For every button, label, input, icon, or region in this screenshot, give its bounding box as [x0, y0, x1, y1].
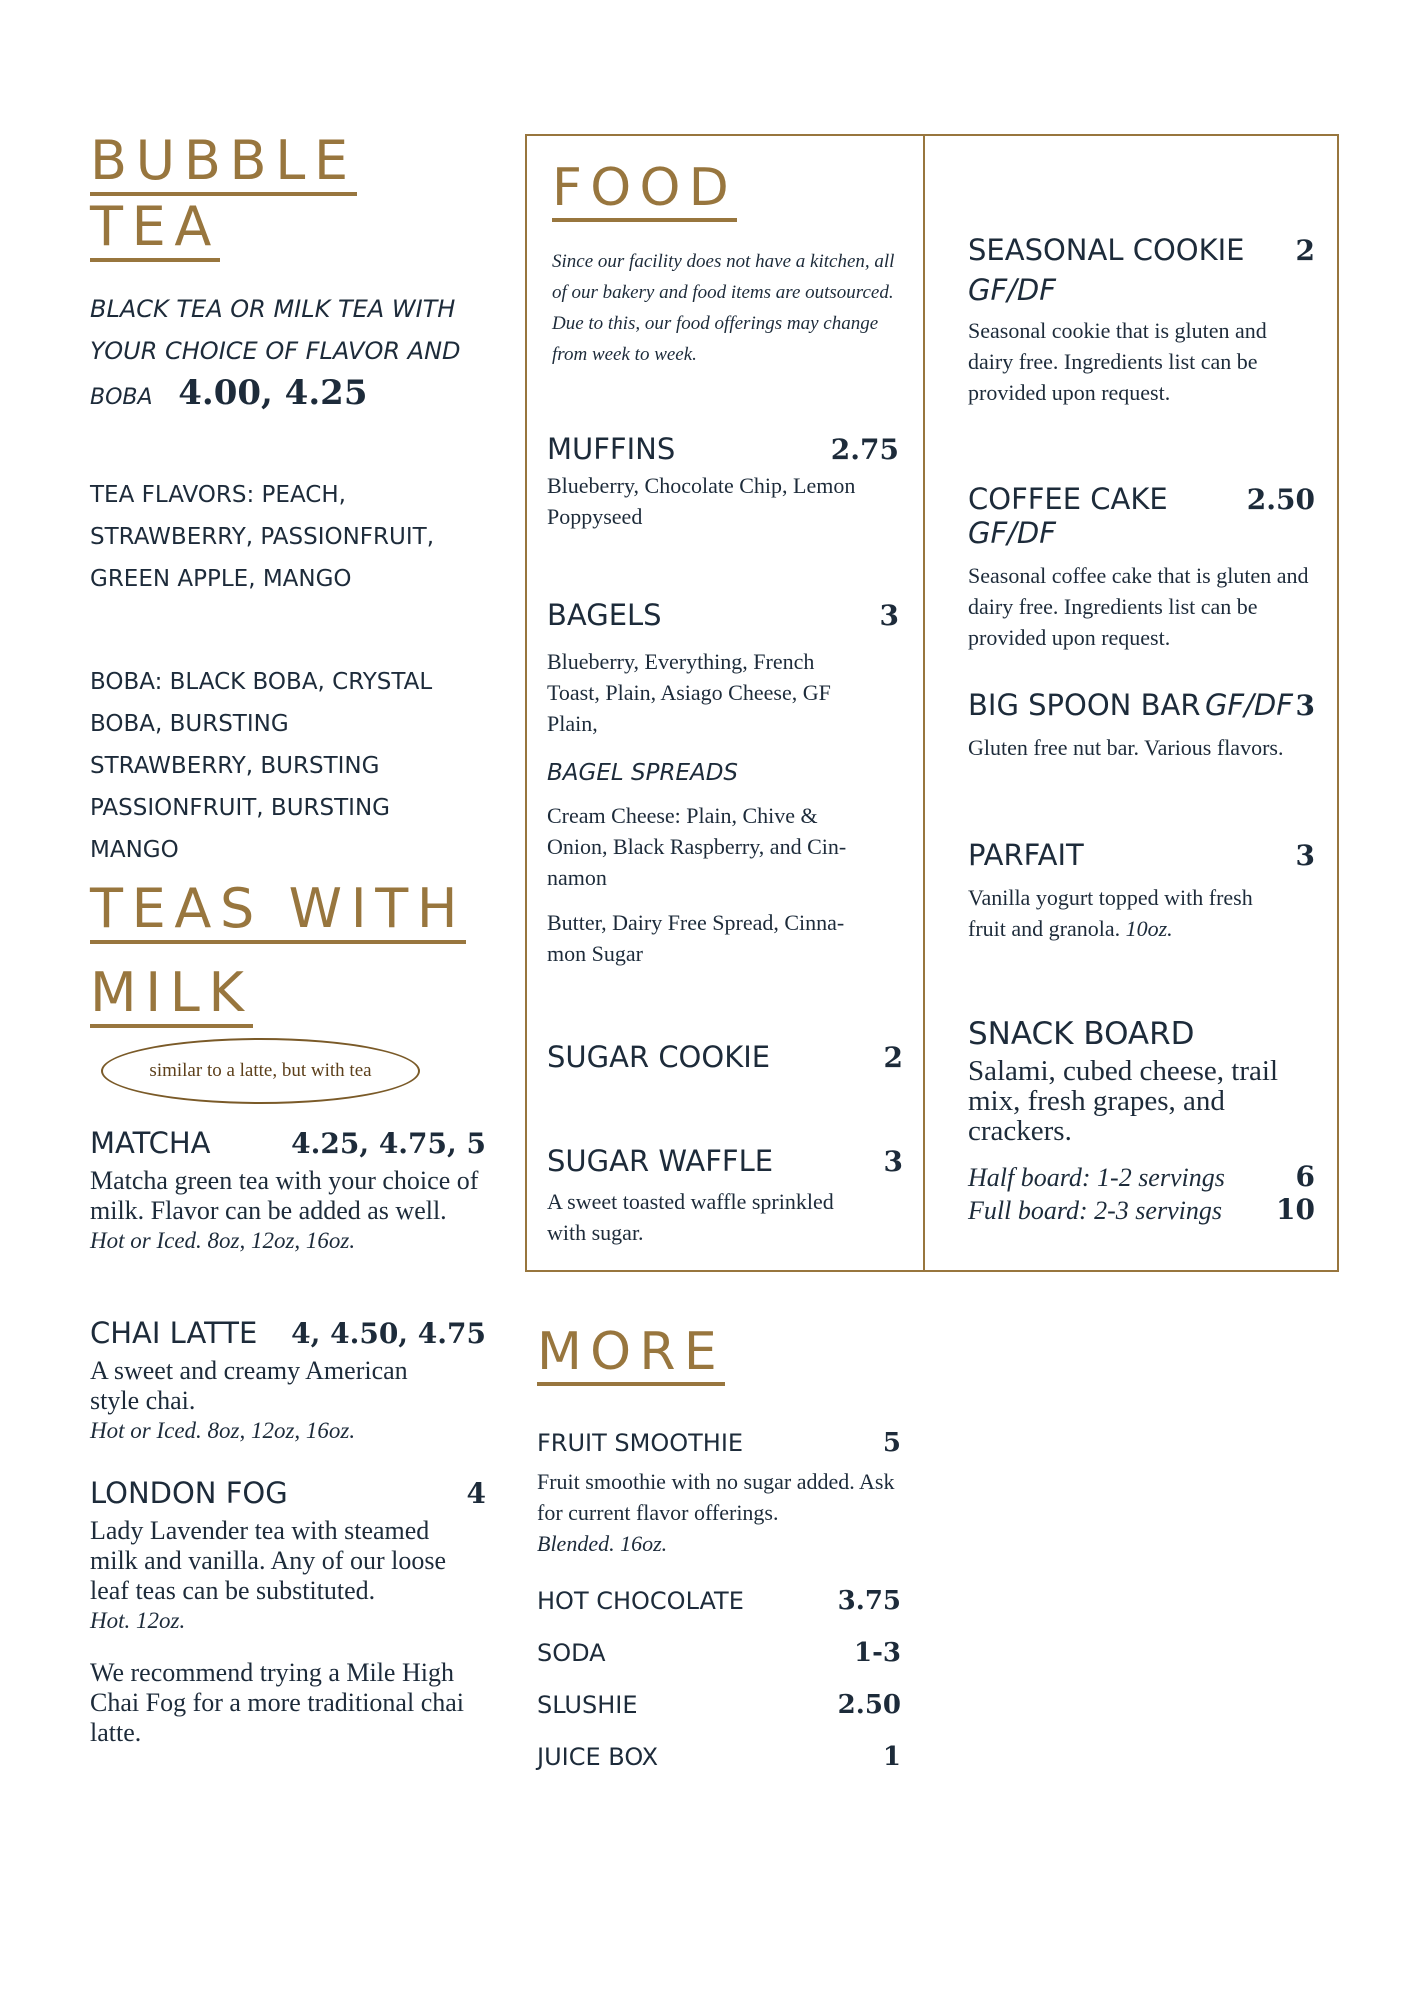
matcha-title-row [90, 1126, 486, 1160]
menu-item-parfait [968, 838, 1315, 944]
teas-with-milk-heading-line1: TEAS WITH [90, 882, 466, 944]
coffee-cake-title [968, 482, 1247, 550]
boba-options [90, 661, 432, 871]
hot-chocolate-name: HOT CHOCOLATE [537, 1587, 744, 1615]
muffins-desc: Blueberry, Chocolate Chip, Lemon Poppyseed [547, 473, 856, 529]
boba-line-1: BLACK BOBA, CRYSTAL [169, 669, 433, 695]
latte-note-text: similar to a latte, but with tea [149, 1060, 372, 1081]
intro-line-2: YOUR CHOICE OF FLAVOR AND [90, 337, 461, 365]
flavors-label: TEA FLAVORS: [90, 482, 255, 508]
coffee-cake-title-row [968, 482, 1315, 550]
seasonal-cookie-price: 2 [1295, 234, 1315, 267]
bubble-tea-intro [90, 288, 461, 419]
chai-latte-note: Hot or Iced. 8oz, 12oz, 16oz. [90, 1418, 356, 1443]
food-heading: FOOD [552, 162, 737, 222]
seasonal-cookie-title-row [968, 233, 1315, 267]
snack-board-full-label: Full board: 2-3 servings [968, 1196, 1222, 1225]
boba-label: BOBA: [90, 669, 163, 695]
juice-box-name: JUICE BOX [537, 1743, 659, 1771]
boba-line-5: MANGO [90, 837, 179, 863]
menu-item-coffee-cake [968, 482, 1315, 653]
snack-board-half-price: 6 [1295, 1160, 1315, 1193]
seasonal-cookie-desc: Seasonal cookie that is gluten and dairy free. Ingredients list can be provided upon request. [968, 318, 1267, 405]
bagel-spreads [547, 760, 882, 969]
soda-price: 1-3 [854, 1638, 901, 1668]
parfait-desc-wrap [968, 882, 1288, 944]
muffins-price: 2.75 [830, 433, 899, 466]
bagels-title-row [547, 598, 899, 632]
menu-item-snack-board [968, 1016, 1315, 1226]
fruit-smoothie-price: 5 [882, 1428, 901, 1458]
bubble-tea-heading-line2: TEA [90, 200, 220, 262]
hot-chocolate-price: 3.75 [837, 1586, 901, 1616]
teas-with-milk-heading-line2: MILK [90, 966, 253, 1028]
big-spoon-title [968, 688, 1293, 722]
more-item-row [537, 1742, 901, 1794]
sugar-cookie-price: 2 [883, 1041, 903, 1074]
london-fog-note: Hot. 12oz. [90, 1608, 186, 1633]
bubble-tea-section [90, 129, 357, 262]
smoothie-title-row [537, 1428, 901, 1458]
menu-item-big-spoon-bar [968, 688, 1315, 763]
sugar-waffle-desc: A sweet toasted waffle sprinkled with sugar. [547, 1189, 834, 1245]
parfait-note: 10oz. [1125, 916, 1173, 941]
coffee-cake-desc: Seasonal coffee cake that is gluten and dairy free. Ingredients list can be provided upon request. [968, 563, 1309, 650]
bubble-tea-price: 4.00, 4.25 [178, 373, 368, 413]
big-spoon-title-row [968, 688, 1315, 722]
london-fog-price: 4 [466, 1477, 486, 1510]
more-item-row [537, 1638, 901, 1690]
bubble-tea-heading-line1: BUBBLE [90, 134, 357, 196]
coffee-cake-name: COFFEE CAKE [968, 482, 1168, 516]
parfait-title-row [968, 838, 1315, 872]
intro-line-1: BLACK TEA OR MILK TEA WITH [90, 295, 456, 323]
snack-board-half-label: Half board: 1-2 servings [968, 1163, 1225, 1192]
bagels-desc: Blueberry, Everything, French Toast, Plain, Asiago Cheese, GF Plain, [547, 649, 831, 736]
intro-line-3: BOBA [90, 385, 153, 410]
london-fog-name: LONDON FOG [90, 1476, 288, 1510]
bagel-spreads-line1: Cream Cheese: Plain, Chive & Onion, Black Raspberry, and Cin-namon [547, 803, 847, 890]
menu-item-seasonal-cookie [968, 233, 1315, 408]
teas-with-milk-heading [90, 877, 467, 1028]
flavors-line-3: GREEN APPLE, MANGO [90, 566, 352, 592]
chai-latte-name: CHAI LATTE [90, 1316, 258, 1350]
muffins-title-row [547, 432, 899, 466]
parfait-name: PARFAIT [968, 838, 1084, 872]
sugar-waffle-price: 3 [883, 1145, 903, 1178]
bagels-price: 3 [879, 599, 899, 632]
sugar-cookie-name: SUGAR COOKIE [547, 1040, 771, 1074]
menu-item-muffins [547, 432, 899, 532]
snack-half-row [968, 1160, 1315, 1193]
sugar-waffle-name: SUGAR WAFFLE [547, 1144, 774, 1178]
more-heading: MORE [537, 1326, 725, 1386]
matcha-desc: Matcha green tea with your choice of milk. Flavor can be added as well. [90, 1166, 479, 1225]
snack-board-name: SNACK BOARD [968, 1016, 1195, 1052]
chai-latte-desc: A sweet and creamy American style chai. [90, 1356, 408, 1415]
menu-item-sugar-cookie [547, 1040, 903, 1074]
more-item-row [537, 1586, 901, 1638]
tea-flavors [90, 474, 434, 600]
menu-item-bagels [547, 598, 899, 739]
fruit-smoothie-note: Blended. 16oz. [537, 1531, 668, 1556]
snack-board-desc: Salami, cubed cheese, trail mix, fresh grapes, and crackers. [968, 1055, 1279, 1147]
sugar-waffle-title-row [547, 1144, 903, 1178]
snack-full-row [968, 1193, 1315, 1226]
boba-line-2: BOBA, BURSTING [90, 711, 289, 737]
matcha-note: Hot or Iced. 8oz, 12oz, 16oz. [90, 1228, 356, 1253]
menu-item-london-fog [90, 1476, 486, 1636]
menu-item-fruit-smoothie [537, 1428, 907, 1559]
boba-row-1 [90, 661, 432, 703]
matcha-price: 4.25, 4.75, 5 [291, 1127, 486, 1160]
snack-board-full-price: 10 [1276, 1193, 1315, 1226]
chai-title-row [90, 1316, 486, 1350]
menu-item-matcha [90, 1126, 486, 1256]
flavors-row-1 [90, 474, 434, 516]
latte-note-oval [101, 1038, 420, 1104]
muffins-name: MUFFINS [547, 432, 676, 466]
fruit-smoothie-desc: Fruit smoothie with no sugar added. Ask for current flavor offerings. [537, 1469, 895, 1525]
slushie-price: 2.50 [837, 1690, 901, 1720]
recommendation-text: We recommend trying a Mile High Chai Fog for a more traditional chai latte. [90, 1658, 465, 1747]
big-spoon-bar-tag: GF/DF [1204, 688, 1293, 722]
matcha-name: MATCHA [90, 1126, 211, 1160]
fruit-smoothie-name: FRUIT SMOOTHIE [537, 1429, 744, 1457]
boba-line-4: PASSIONFRUIT, BURSTING [90, 795, 390, 821]
big-spoon-bar-name: BIG SPOON BAR [968, 688, 1201, 722]
food-intro: Since our facility does not have a kitchen, all of our bakery and food items are outsourced. Due to this, our food offerings may change from week to week. [552, 251, 895, 365]
more-item-row [537, 1690, 901, 1742]
chai-latte-price: 4, 4.50, 4.75 [291, 1317, 486, 1350]
soda-name: SODA [537, 1639, 606, 1667]
london-fog-title-row [90, 1476, 486, 1510]
boba-line-3: STRAWBERRY, BURSTING [90, 753, 380, 779]
bagel-spreads-line2: Butter, Dairy Free Spread, Cinna-mon Sugar [547, 910, 845, 966]
bagels-name: BAGELS [547, 598, 662, 632]
bagel-spreads-title: BAGEL SPREADS [547, 760, 739, 786]
flavors-line-1: PEACH, [261, 482, 346, 508]
food-box-divider [923, 134, 925, 1270]
more-items-list [537, 1586, 901, 1794]
coffee-cake-price: 2.50 [1246, 483, 1315, 516]
big-spoon-bar-price: 3 [1295, 689, 1315, 722]
seasonal-cookie-tag: GF/DF [968, 273, 1056, 307]
london-fog-desc: Lady Lavender tea with steamed milk and vanilla. Any of our loose leaf teas can be substituted. [90, 1516, 447, 1605]
juice-box-price: 1 [882, 1742, 901, 1772]
slushie-name: SLUSHIE [537, 1691, 638, 1719]
intro-line-3-row [90, 372, 461, 419]
flavors-line-2: STRAWBERRY, PASSIONFRUIT, [90, 524, 435, 550]
menu-item-chai-latte [90, 1316, 486, 1446]
menu-item-sugar-waffle [547, 1144, 903, 1248]
coffee-cake-tag: GF/DF [968, 516, 1056, 550]
big-spoon-bar-desc: Gluten free nut bar. Various flavors. [968, 735, 1284, 760]
food-heading-wrap [552, 158, 738, 222]
more-heading-wrap [537, 1322, 726, 1386]
seasonal-cookie-name: SEASONAL COOKIE [968, 233, 1245, 267]
parfait-price: 3 [1295, 839, 1315, 872]
parfait-desc: Vanilla yogurt topped with fresh fruit and granola. [968, 885, 1253, 941]
